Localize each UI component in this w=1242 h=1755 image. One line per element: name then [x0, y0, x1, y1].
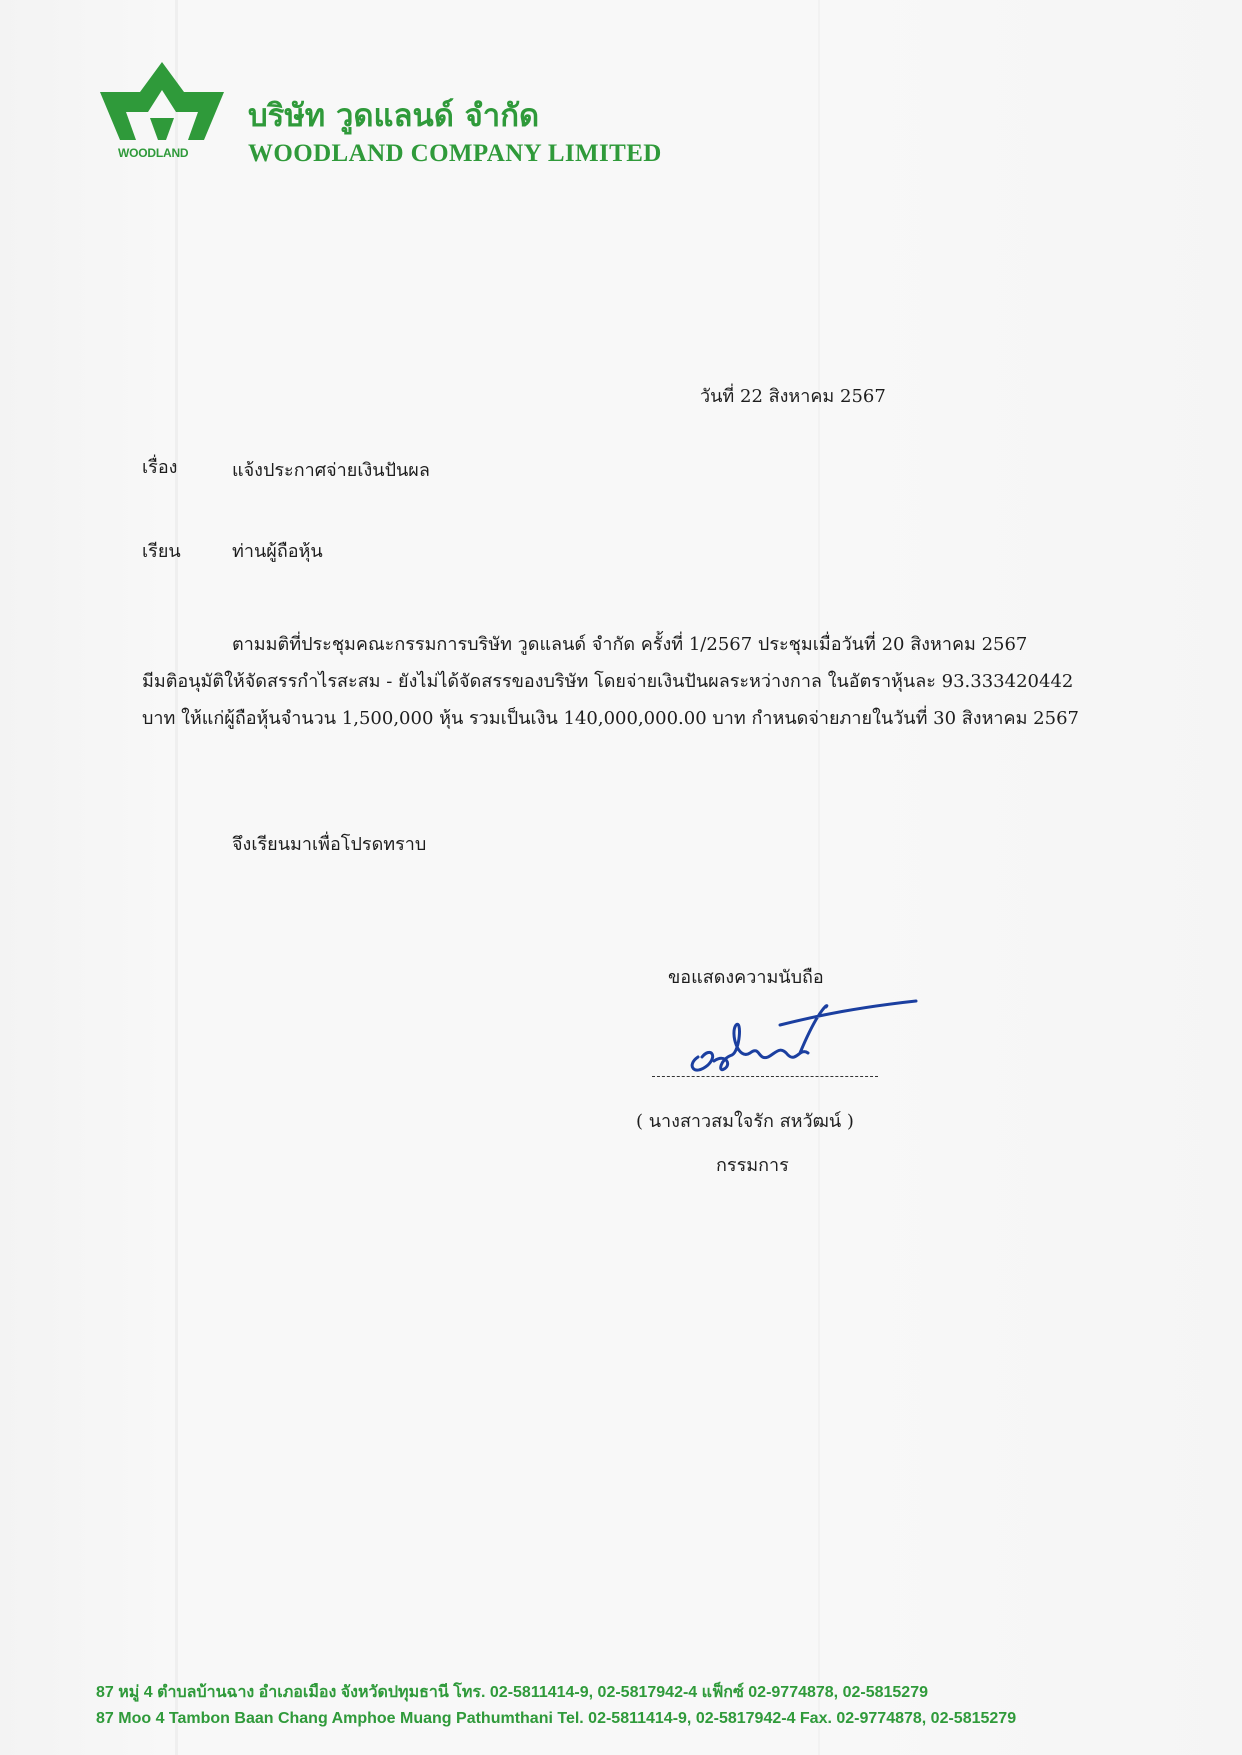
letter-body	[142, 626, 1132, 737]
body-line: บาท ให้แก่ผู้ถือหุ้นจำนวน 1,500,000 หุ้น รวมเป็นเงิน 140,000,000.00 บาท กำหนดจ่ายภายในวันที่ 30 สิงหาคม 2567	[142, 708, 1079, 729]
signature-icon	[680, 995, 920, 1085]
footer-address-english: 87 Moo 4 Tambon Baan Chang Amphoe Muang Pathumthani Tel. 02-5811414-9, 02-5817942-4 Fax. 02-9774878, 02-5815279	[96, 1710, 1017, 1727]
recipient-text: ท่านผู้ถือหุ้น	[232, 541, 323, 562]
letter-date: วันที่ 22 สิงหาคม 2567	[700, 386, 886, 407]
signer-position: กรรมการ	[716, 1155, 789, 1176]
subject-label: เรื่อง	[142, 457, 178, 478]
closing-sentence: จึงเรียนมาเพื่อโปรดทราบ	[232, 834, 427, 855]
body-line: ตามมติที่ประชุมคณะกรรมการบริษัท วูดแลนด์ จำกัด ครั้งที่ 1/2567 ประชุมเมื่อวันที่ 20 สิงหาคม 2567	[232, 634, 1028, 655]
signer-name: ( นางสาวสมใจรัก สหวัฒน์ )	[636, 1111, 854, 1132]
regards-text: ขอแสดงความนับถือ	[668, 967, 824, 988]
company-name-english: WOODLAND COMPANY LIMITED	[248, 140, 662, 167]
signature-line	[652, 1076, 878, 1077]
body-line: มีมติอนุมัติให้จัดสรรกำไรสะสม - ยังไม่ได้จัดสรรของบริษัท โดยจ่ายเงินปันผลระหว่างกาล ในอัตราหุ้นละ 93.333420442	[142, 671, 1074, 692]
logo-wordmark: WOODLAND	[118, 146, 189, 160]
company-name-thai: บริษัท วูดแลนด์ จำกัด	[248, 98, 540, 134]
footer-address-thai: 87 หมู่ 4 ตำบลบ้านฉาง อำเภอเมือง จังหวัดปทุมธานี โทร. 02-5811414-9, 02-5817942-4 แฟ็กซ์ 02-9774878, 02-5815279	[96, 1684, 928, 1701]
recipient-label: เรียน	[142, 541, 181, 562]
subject-text: แจ้งประกาศจ่ายเงินปันผล	[232, 460, 430, 481]
paper-fold-line	[818, 0, 820, 1755]
paper-fold-line	[175, 0, 178, 1755]
